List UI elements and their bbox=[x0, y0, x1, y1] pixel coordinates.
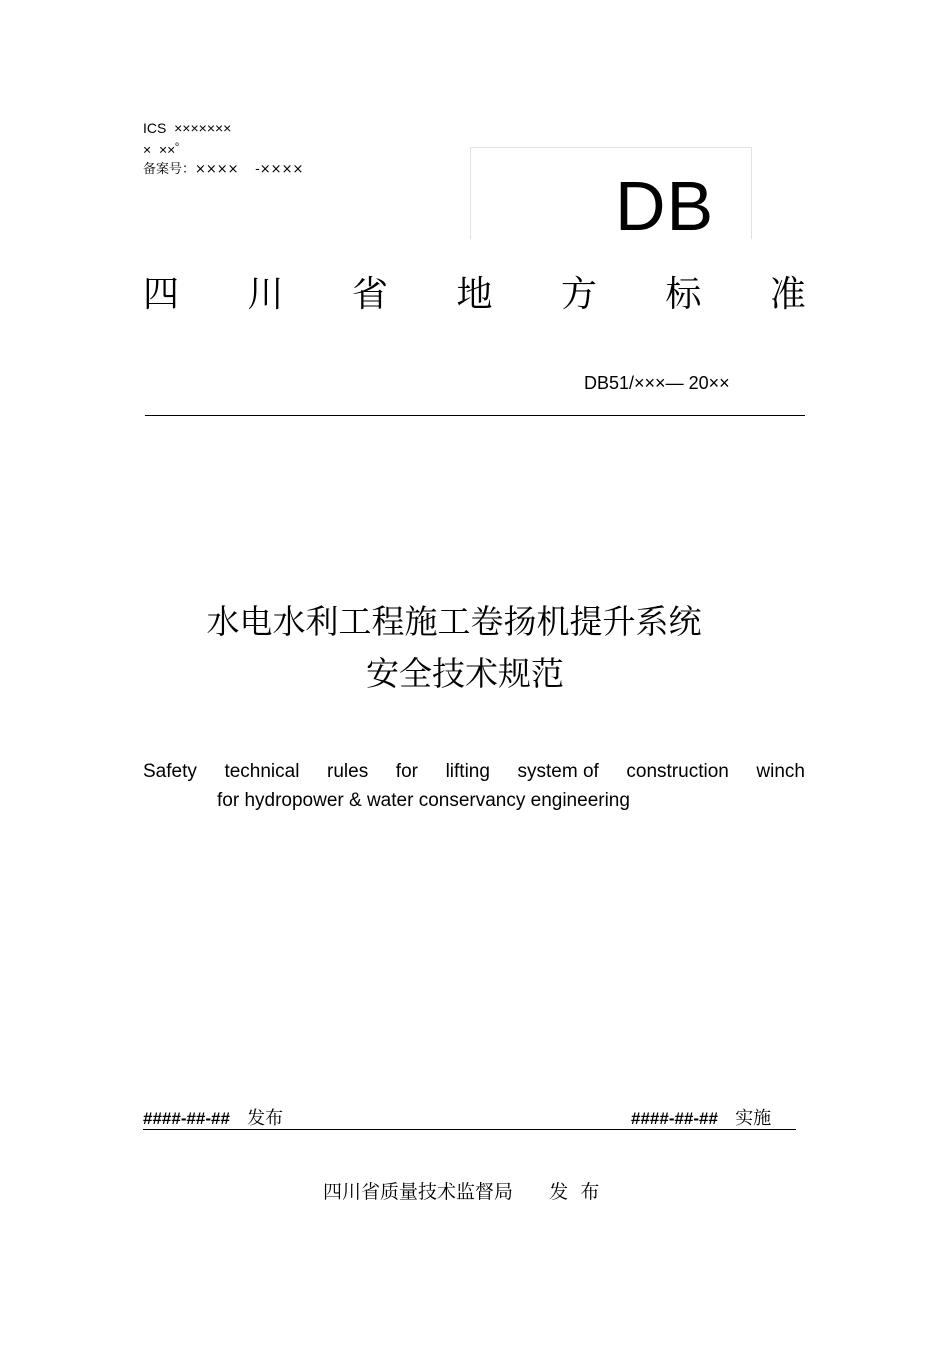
standard-type-char: 准 bbox=[769, 274, 806, 315]
title-cn-line2: 安全技术规范 bbox=[366, 654, 564, 693]
title-cn-line1: 水电水利工程施工卷扬机提升系统 bbox=[206, 602, 702, 641]
title-en-word: for bbox=[395, 761, 418, 782]
classification-text: × ×× bbox=[143, 141, 176, 158]
title-en-word: winch bbox=[756, 761, 805, 782]
implement-date: ####-##-## bbox=[631, 1109, 718, 1128]
title-en-line2: for hydropower & water conservancy engineering bbox=[217, 790, 630, 811]
standard-type-char: 方 bbox=[560, 274, 597, 315]
ics-code: ICS ××××××× bbox=[143, 120, 232, 136]
title-en-word: system of bbox=[517, 761, 599, 782]
standard-type-title bbox=[143, 270, 806, 320]
issuer-name: 四川省质量技术监督局 bbox=[323, 1181, 514, 1203]
standard-type-char: 四 bbox=[143, 274, 180, 315]
standard-type-char: 省 bbox=[351, 274, 388, 315]
standard-type-char: 标 bbox=[665, 274, 702, 315]
issuer-line bbox=[323, 1180, 599, 1204]
title-en-line1 bbox=[143, 760, 805, 784]
implement-label: 实施 bbox=[735, 1108, 772, 1129]
standard-code: DB51/×××— 20×× bbox=[584, 373, 730, 393]
title-en-word: lifting bbox=[445, 761, 490, 782]
publish-label: 发布 bbox=[247, 1108, 284, 1129]
footer-divider bbox=[143, 1129, 796, 1130]
title-en-word: construction bbox=[626, 761, 729, 782]
record-number: 备案号：×××× -×××× bbox=[143, 162, 304, 177]
publish-date-block bbox=[143, 1108, 283, 1130]
title-en-word: Safety bbox=[143, 761, 197, 782]
standard-type-char: 川 bbox=[247, 274, 284, 315]
db-logo: DB bbox=[615, 167, 715, 245]
header-divider bbox=[145, 415, 805, 416]
publish-date: ####-##-## bbox=[143, 1109, 230, 1128]
standard-type-char: 地 bbox=[456, 274, 493, 315]
issuer-action: 发 布 bbox=[549, 1181, 600, 1203]
implement-date-block bbox=[631, 1108, 771, 1130]
classification-code bbox=[143, 138, 179, 158]
title-en-word: technical bbox=[224, 761, 300, 782]
title-en-word: rules bbox=[327, 761, 369, 782]
classification-mark: º bbox=[175, 141, 179, 151]
